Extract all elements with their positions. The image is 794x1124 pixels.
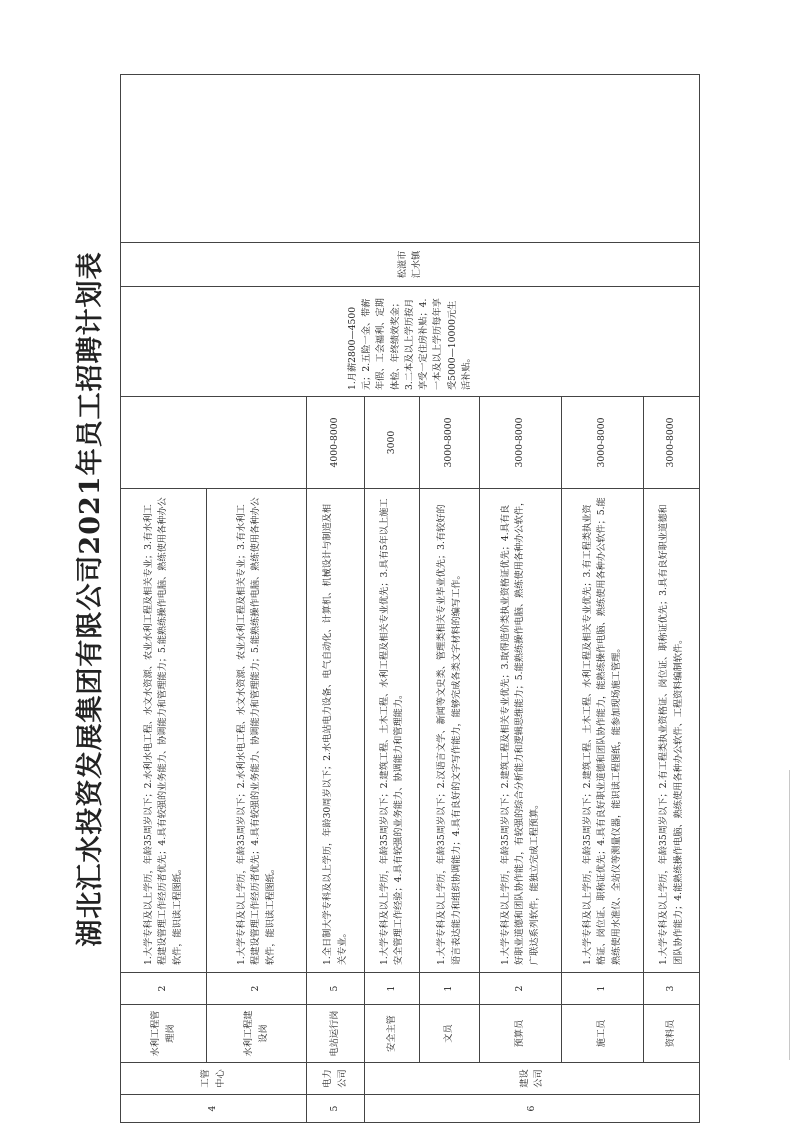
requirements-cell: 1.大学专科及以上学历，年龄35周岁以下；2.有工程类执业资格证、岗位证、职称证优先；3.具有良好职业道德和团队协作能力；4.能熟练操作电脑、熟练使用各种办公软件、工程资料编制软件。 bbox=[644, 489, 700, 973]
salary-cell: 4000-8000 bbox=[307, 397, 365, 489]
seq-cell: 5 bbox=[307, 1095, 365, 1123]
salary-cell: 3000-8000 bbox=[644, 397, 700, 489]
requirements-cell: 1.大学专科及以上学历，年龄35周岁以下；2.水利水电工程、水文水资源、农业水利工程及相关专业；3.有水利工程建设管理工作经历者优先；4.具有较强的业务能力、协调能力和管理能力；5.能熟练操作电脑、熟练使用各种办公软件，能识读工程图纸。 bbox=[121, 489, 207, 973]
position-cell: 文员 bbox=[420, 1005, 480, 1063]
position-cell: 施工员 bbox=[562, 1005, 644, 1063]
location-cell: 松滋市汇水镇 bbox=[121, 243, 700, 287]
requirements-cell: 1.全日制大学专科及以上学历，年龄30周岁以下；2.水电站电力设备、电气自动化、计算机、机械设计与制造及相关专业。 bbox=[307, 489, 365, 973]
salary-cell bbox=[121, 397, 307, 489]
count-cell: 2 bbox=[480, 973, 562, 1005]
unit-cell: 建设公司 bbox=[365, 1063, 700, 1095]
count-cell: 1 bbox=[562, 973, 644, 1005]
count-cell: 1 bbox=[365, 973, 420, 1005]
page-title: 湖北汇水投资发展集团有限公司2021年员工招聘计划表 bbox=[75, 251, 106, 947]
count-cell: 2 bbox=[207, 973, 307, 1005]
recruitment-table bbox=[120, 74, 700, 1123]
count-cell: 5 bbox=[307, 973, 365, 1005]
count-cell: 1 bbox=[420, 973, 480, 1005]
salary-cell: 3000 bbox=[365, 397, 420, 489]
count-cell: 2 bbox=[121, 973, 207, 1005]
position-cell: 安全主管 bbox=[365, 1005, 420, 1063]
requirements-cell: 1.大学专科及以上学历，年龄35周岁以下；2.建筑工程及相关专业优先；3.取得造价类执业资格证优先；4.具有良好职业道德和团队协作能力，有较强的综合分析能力和逻辑思维能力；5.能熟练操作电脑、熟练使用各种办公软件，广联达系列软件，能独立完成工程预算。 bbox=[480, 489, 562, 973]
table-row bbox=[121, 75, 207, 1123]
unit-cell: 电力公司 bbox=[307, 1063, 365, 1095]
salary-cell: 3000-8000 bbox=[562, 397, 644, 489]
salary-cell: 3000-8000 bbox=[480, 397, 562, 489]
requirements-cell: 1.大学专科及以上学历，年龄35周岁以下；2.水利水电工程、水文水资源、农业水利工程及相关专业；3.有水利工程建设管理工作经历者优先；4.具有较强的业务能力、协调能力和管理能力；5.能熟练操作电脑、熟练使用各种办公软件，能识读工程图纸。 bbox=[207, 489, 307, 973]
recruitment-sheet bbox=[65, 75, 765, 1123]
seq-cell: 4 bbox=[121, 1095, 307, 1123]
remarks-cell bbox=[121, 75, 700, 243]
scan-edge-line bbox=[789, 770, 790, 1060]
position-cell: 水利工程管理岗 bbox=[121, 1005, 207, 1063]
seq-cell: 6 bbox=[365, 1095, 700, 1123]
salary-cell: 3000-8000 bbox=[420, 397, 480, 489]
requirements-cell: 1.大学专科及以上学历，年龄35周岁以下；2.汉语言文学、新闻等文史类、管理类相关专业毕业优先；3.有较好的语言表达能力和组织协调能力；4.具有良好的文字写作能力，能够完成各类文字材料的编写工作。 bbox=[420, 489, 480, 973]
requirements-cell: 1.大学专科及以上学历，年龄35周岁以下；2.建筑工程、土木工程、水利工程及相关专业优先；3.具有5年以上施工安全管理工作经验；4.具有较强的业务能力、协调能力和管理能力。 bbox=[365, 489, 420, 973]
unit-cell: 工管中心 bbox=[121, 1063, 307, 1095]
position-cell: 资料员 bbox=[644, 1005, 700, 1063]
benefits-cell: 1.月薪2800—4500元；2.五险一金、带薪年假、工会福利、定期体检、年终绩效奖金；3.二本及以上学历按月享受一定住房补贴；4.一本及以上学历每年享受5000—10000元生活补贴。 bbox=[121, 287, 700, 397]
position-cell: 电站运行岗 bbox=[307, 1005, 365, 1063]
requirements-cell: 1.大学专科及以上学历，年龄35周岁以下；2.建筑工程、土木工程、水利工程及相关专业优先；3.有工程类执业资格证、岗位证、职称证优先；4.具有良好职业道德和团队协作能力，能熟练操作电脑、熟练使用各种办公软件；5.能熟练使用水准仪、全站仪等测量仪器，能识读工程图纸，能参加现场施工管理。 bbox=[562, 489, 644, 973]
position-cell: 水利工程建设岗 bbox=[207, 1005, 307, 1063]
position-cell: 预算员 bbox=[480, 1005, 562, 1063]
count-cell: 3 bbox=[644, 973, 700, 1005]
